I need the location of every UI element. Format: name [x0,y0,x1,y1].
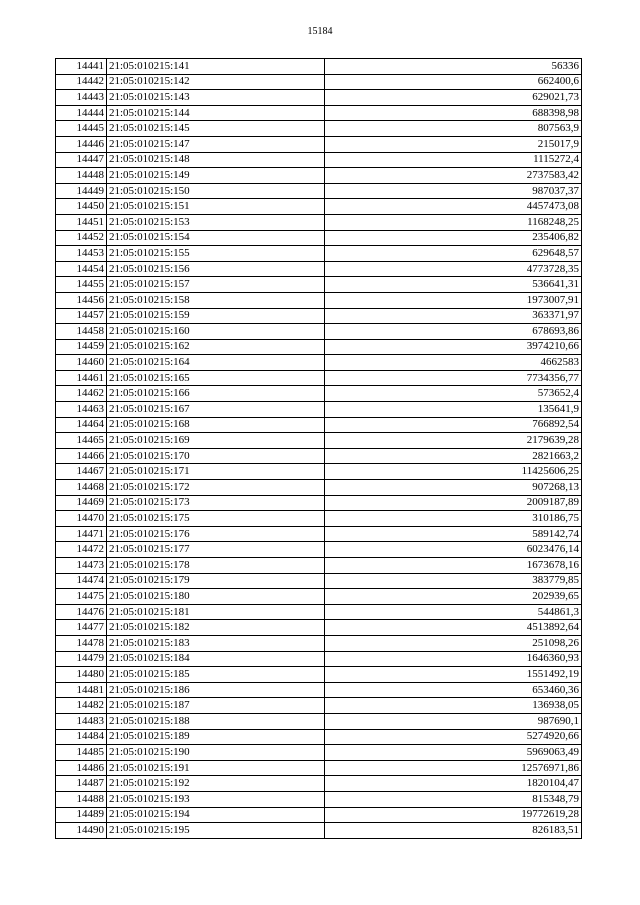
table-row [56,370,582,386]
cadastral-value-cell: 1646360,93 [325,651,582,667]
cadastral-number-cell: 21:05:010215:144 [107,105,325,121]
cadastral-number-cell: 21:05:010215:162 [107,339,325,355]
table-row [56,667,582,683]
cadastral-value-cell: 235406,82 [325,230,582,246]
table-row [56,292,582,308]
page-number: 15184 [307,26,333,37]
row-number-cell: 14458 [56,324,107,340]
cadastral-value-cell: 1551492,19 [325,667,582,683]
row-number-cell: 14448 [56,168,107,184]
cadastral-number-cell: 21:05:010215:175 [107,511,325,527]
cadastral-value-cell: 4662583 [325,355,582,371]
cadastral-number-cell: 21:05:010215:170 [107,448,325,464]
cadastral-number-cell: 21:05:010215:194 [107,807,325,823]
row-number-cell: 14469 [56,495,107,511]
cadastral-number-cell: 21:05:010215:141 [107,59,325,75]
table-row [56,651,582,667]
cadastral-number-cell: 21:05:010215:176 [107,526,325,542]
cadastral-value-cell: 1168248,25 [325,214,582,230]
table-row [56,823,582,839]
row-number-cell: 14472 [56,542,107,558]
cadastral-number-cell: 21:05:010215:150 [107,183,325,199]
row-number-cell: 14452 [56,230,107,246]
row-number-cell: 14450 [56,199,107,215]
cadastral-value-cell: 202939,65 [325,589,582,605]
cadastral-number-cell: 21:05:010215:151 [107,199,325,215]
cadastral-number-cell: 21:05:010215:148 [107,152,325,168]
table-row [56,464,582,480]
cadastral-number-cell: 21:05:010215:179 [107,573,325,589]
table-row [56,635,582,651]
cadastral-number-cell: 21:05:010215:182 [107,620,325,636]
table-row [56,589,582,605]
cadastral-value-table [55,58,582,839]
row-number-cell: 14485 [56,745,107,761]
cadastral-value-cell: 56336 [325,59,582,75]
table-row [56,760,582,776]
table-row [56,121,582,137]
cadastral-value-cell: 688398,98 [325,105,582,121]
table-row [56,791,582,807]
table-row [56,230,582,246]
row-number-cell: 14447 [56,152,107,168]
cadastral-value-cell: 6023476,14 [325,542,582,558]
cadastral-value-cell: 573652,4 [325,386,582,402]
row-number-cell: 14451 [56,214,107,230]
cadastral-value-cell: 383779,85 [325,573,582,589]
cadastral-number-cell: 21:05:010215:166 [107,386,325,402]
row-number-cell: 14468 [56,480,107,496]
cadastral-value-cell: 7734356,77 [325,370,582,386]
cadastral-number-cell: 21:05:010215:191 [107,760,325,776]
cadastral-value-cell: 653460,36 [325,682,582,698]
table-row [56,745,582,761]
cadastral-value-cell: 363371,97 [325,308,582,324]
cadastral-value-cell: 544861,3 [325,604,582,620]
cadastral-value-cell: 2179639,28 [325,433,582,449]
cadastral-number-cell: 21:05:010215:153 [107,214,325,230]
row-number-cell: 14449 [56,183,107,199]
table-row [56,480,582,496]
table-row [56,620,582,636]
row-number-cell: 14465 [56,433,107,449]
table-row [56,417,582,433]
cadastral-number-cell: 21:05:010215:171 [107,464,325,480]
cadastral-number-cell: 21:05:010215:187 [107,698,325,714]
row-number-cell: 14474 [56,573,107,589]
row-number-cell: 14476 [56,604,107,620]
cadastral-number-cell: 21:05:010215:177 [107,542,325,558]
cadastral-value-cell: 815348,79 [325,791,582,807]
cadastral-value-cell: 662400,6 [325,74,582,90]
cadastral-value-cell: 4513892,64 [325,620,582,636]
cadastral-number-cell: 21:05:010215:145 [107,121,325,137]
cadastral-value-cell: 4773728,35 [325,261,582,277]
cadastral-value-cell: 678693,86 [325,324,582,340]
table-row [56,308,582,324]
cadastral-number-cell: 21:05:010215:172 [107,480,325,496]
cadastral-value-cell: 3974210,66 [325,339,582,355]
table-row [56,807,582,823]
cadastral-number-cell: 21:05:010215:149 [107,168,325,184]
cadastral-value-cell: 629021,73 [325,90,582,106]
row-number-cell: 14444 [56,105,107,121]
row-number-cell: 14483 [56,713,107,729]
table-row [56,495,582,511]
row-number-cell: 14488 [56,791,107,807]
row-number-cell: 14471 [56,526,107,542]
cadastral-number-cell: 21:05:010215:158 [107,292,325,308]
row-number-cell: 14467 [56,464,107,480]
row-number-cell: 14480 [56,667,107,683]
table-body [56,59,582,839]
cadastral-value-cell: 826183,51 [325,823,582,839]
table-row [56,90,582,106]
table-row [56,713,582,729]
table-row [56,558,582,574]
table-row [56,448,582,464]
cadastral-value-cell: 1820104,47 [325,776,582,792]
row-number-cell: 14442 [56,74,107,90]
table-row [56,324,582,340]
cadastral-value-cell: 19772619,28 [325,807,582,823]
cadastral-number-cell: 21:05:010215:184 [107,651,325,667]
row-number-cell: 14454 [56,261,107,277]
table-row [56,355,582,371]
table-row [56,199,582,215]
table-row [56,698,582,714]
row-number-cell: 14466 [56,448,107,464]
cadastral-number-cell: 21:05:010215:160 [107,324,325,340]
cadastral-value-cell: 135641,9 [325,402,582,418]
cadastral-number-cell: 21:05:010215:168 [107,417,325,433]
cadastral-value-cell: 11425606,25 [325,464,582,480]
row-number-cell: 14455 [56,277,107,293]
row-number-cell: 14456 [56,292,107,308]
cadastral-number-cell: 21:05:010215:186 [107,682,325,698]
cadastral-number-cell: 21:05:010215:178 [107,558,325,574]
table-row [56,729,582,745]
table-row [56,277,582,293]
row-number-cell: 14479 [56,651,107,667]
row-number-cell: 14490 [56,823,107,839]
table-row [56,246,582,262]
table-row [56,682,582,698]
cadastral-number-cell: 21:05:010215:181 [107,604,325,620]
row-number-cell: 14477 [56,620,107,636]
row-number-cell: 14443 [56,90,107,106]
cadastral-value-cell: 5274920,66 [325,729,582,745]
cadastral-value-cell: 1973007,91 [325,292,582,308]
cadastral-number-cell: 21:05:010215:159 [107,308,325,324]
cadastral-value-cell: 2821663,2 [325,448,582,464]
table-row [56,433,582,449]
cadastral-value-cell: 987690,1 [325,713,582,729]
row-number-cell: 14462 [56,386,107,402]
row-number-cell: 14481 [56,682,107,698]
cadastral-value-cell: 807563,9 [325,121,582,137]
table-row [56,59,582,75]
table-row [56,105,582,121]
cadastral-number-cell: 21:05:010215:180 [107,589,325,605]
cadastral-value-cell: 215017,9 [325,136,582,152]
cadastral-value-cell: 12576971,86 [325,760,582,776]
cadastral-number-cell: 21:05:010215:185 [107,667,325,683]
row-number-cell: 14486 [56,760,107,776]
row-number-cell: 14489 [56,807,107,823]
row-number-cell: 14445 [56,121,107,137]
cadastral-number-cell: 21:05:010215:169 [107,433,325,449]
cadastral-number-cell: 21:05:010215:188 [107,713,325,729]
table-row [56,183,582,199]
table-row [56,136,582,152]
row-number-cell: 14473 [56,558,107,574]
cadastral-number-cell: 21:05:010215:189 [107,729,325,745]
cadastral-number-cell: 21:05:010215:195 [107,823,325,839]
table-row [56,604,582,620]
table-row [56,261,582,277]
cadastral-value-cell: 987037,37 [325,183,582,199]
cadastral-number-cell: 21:05:010215:164 [107,355,325,371]
row-number-cell: 14484 [56,729,107,745]
cadastral-number-cell: 21:05:010215:156 [107,261,325,277]
cadastral-number-cell: 21:05:010215:154 [107,230,325,246]
row-number-cell: 14441 [56,59,107,75]
table-row [56,511,582,527]
cadastral-value-cell: 4457473,08 [325,199,582,215]
row-number-cell: 14459 [56,339,107,355]
row-number-cell: 14460 [56,355,107,371]
table-row [56,74,582,90]
cadastral-value-cell: 310186,75 [325,511,582,527]
cadastral-number-cell: 21:05:010215:157 [107,277,325,293]
cadastral-value-cell: 536641,31 [325,277,582,293]
table-row [56,339,582,355]
row-number-cell: 14487 [56,776,107,792]
cadastral-number-cell: 21:05:010215:183 [107,635,325,651]
row-number-cell: 14453 [56,246,107,262]
table-row [56,526,582,542]
cadastral-value-cell: 589142,74 [325,526,582,542]
cadastral-value-cell: 2009187,89 [325,495,582,511]
table-row [56,152,582,168]
row-number-cell: 14470 [56,511,107,527]
cadastral-value-cell: 2737583,42 [325,168,582,184]
cadastral-number-cell: 21:05:010215:192 [107,776,325,792]
table-row [56,168,582,184]
cadastral-value-cell: 629648,57 [325,246,582,262]
table-row [56,573,582,589]
table-row [56,402,582,418]
cadastral-number-cell: 21:05:010215:190 [107,745,325,761]
row-number-cell: 14446 [56,136,107,152]
cadastral-number-cell: 21:05:010215:142 [107,74,325,90]
cadastral-number-cell: 21:05:010215:155 [107,246,325,262]
row-number-cell: 14461 [56,370,107,386]
cadastral-value-cell: 1673678,16 [325,558,582,574]
cadastral-number-cell: 21:05:010215:193 [107,791,325,807]
cadastral-value-cell: 136938,05 [325,698,582,714]
table-row [56,214,582,230]
row-number-cell: 14463 [56,402,107,418]
row-number-cell: 14482 [56,698,107,714]
cadastral-number-cell: 21:05:010215:165 [107,370,325,386]
cadastral-number-cell: 21:05:010215:143 [107,90,325,106]
table-row [56,386,582,402]
cadastral-number-cell: 21:05:010215:173 [107,495,325,511]
cadastral-value-cell: 907268,13 [325,480,582,496]
cadastral-number-cell: 21:05:010215:147 [107,136,325,152]
cadastral-number-cell: 21:05:010215:167 [107,402,325,418]
row-number-cell: 14464 [56,417,107,433]
cadastral-value-cell: 766892,54 [325,417,582,433]
cadastral-value-cell: 251098,26 [325,635,582,651]
row-number-cell: 14475 [56,589,107,605]
row-number-cell: 14478 [56,635,107,651]
cadastral-value-cell: 5969063,49 [325,745,582,761]
row-number-cell: 14457 [56,308,107,324]
table-row [56,776,582,792]
table-row [56,542,582,558]
cadastral-value-cell: 1115272,4 [325,152,582,168]
